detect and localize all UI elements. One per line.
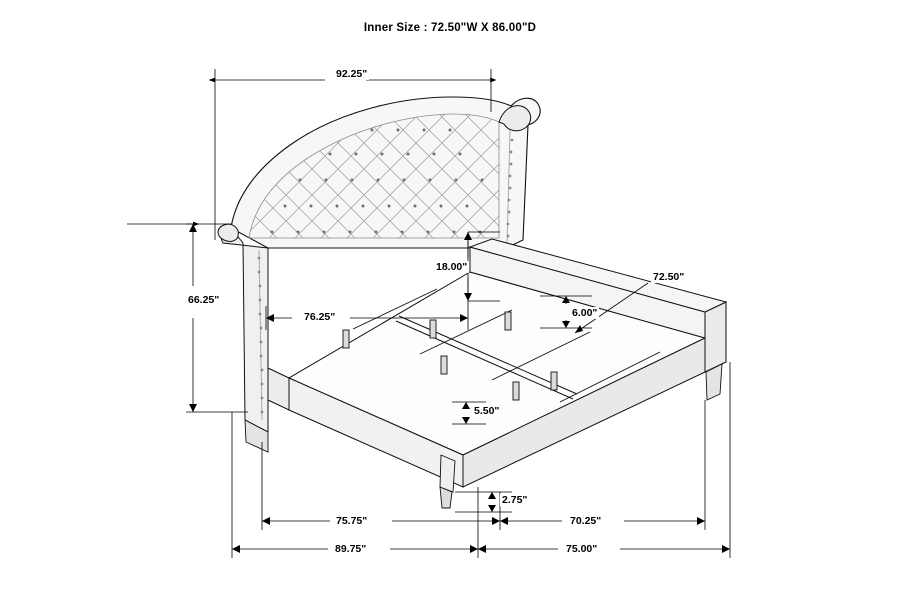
dimension-label-overall-front: 89.75" — [335, 543, 367, 555]
page-title: Inner Size : 72.50"W X 86.00"D — [363, 22, 537, 34]
dimension-label-inner-width: 72.50" — [653, 271, 685, 283]
dimension-label-depth-rear: 70.25" — [570, 515, 602, 527]
dimension-label-slat-thickness: 5.50" — [474, 405, 500, 417]
dimension-label-depth-front: 75.75" — [336, 515, 368, 527]
dimension-label-width-top: 92.25" — [336, 68, 368, 80]
dimension-label-headboard-height: 66.25" — [188, 294, 220, 306]
bed-illustration — [218, 97, 726, 508]
dimension-label-rail-height: 6.00" — [572, 307, 598, 319]
dimension-label-deck-to-top: 18.00" — [436, 261, 468, 273]
dimension-label-overall-rear: 75.00" — [566, 543, 598, 555]
dimension-label-leg-height: 2.75" — [502, 494, 528, 506]
dimension-label-headboard-width: 76.25" — [304, 311, 336, 323]
